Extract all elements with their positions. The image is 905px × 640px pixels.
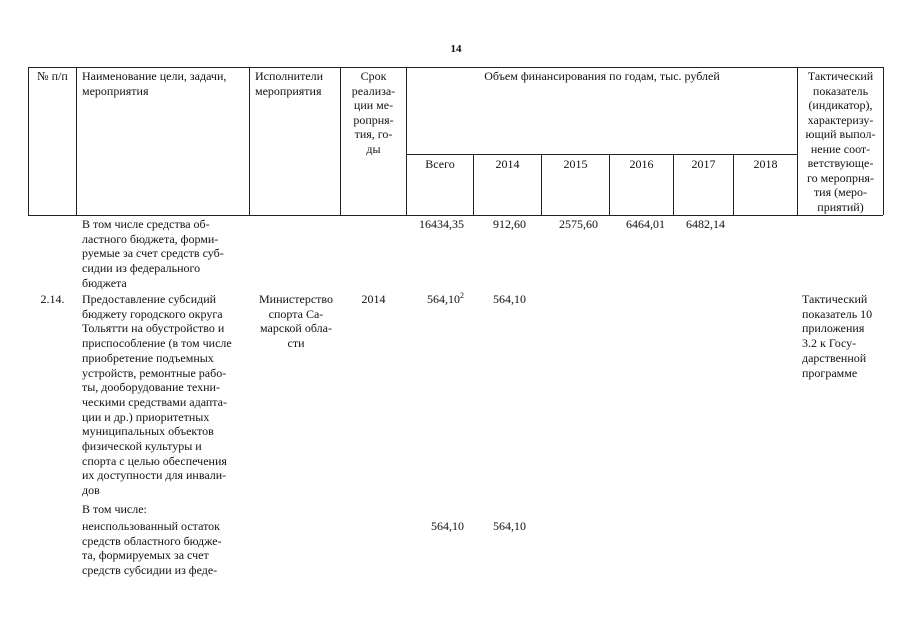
- row-num: 2.14.: [40, 292, 65, 306]
- row-2014: 564,10: [493, 519, 526, 533]
- row-name: Предоставление субсидий бюджету городского округа Тольятти на обустройство и приспособление (в том числе приобретение подъемных устройств, ремонтные рабо- ты, дооборудование техни- ческими средствами адапта- ции и др.) приоритетных муниципальных объектов физической культуры и спорта с целью обеспечения их доступности для инвали- дов: [82, 292, 232, 498]
- row-total-value: 564,10: [427, 292, 460, 306]
- header-2015: 2015: [563, 157, 588, 171]
- footnote-marker: 2: [460, 291, 464, 300]
- header-term: Срок реализа- ции ме- ропрня- тия, го- ды: [351, 69, 396, 156]
- row-2014: 912,60: [493, 217, 526, 231]
- row-total: 16434,35: [419, 217, 464, 231]
- header-2018: 2018: [753, 157, 778, 171]
- header-top-border: [28, 67, 883, 68]
- header-col-line-1: [76, 67, 77, 215]
- header-num: № п/п: [37, 69, 68, 83]
- header-col-line-2: [249, 67, 250, 215]
- header-col-line-0: [28, 67, 29, 215]
- row-name: неиспользованный остаток средств областного бюдже- та, формируемых за счет средств субсидии из феде-: [82, 519, 222, 578]
- row-executor: Министерство спорта Са- марской обла- сти: [259, 292, 333, 351]
- row-total: 564,10: [431, 519, 464, 533]
- row-name: В том числе:: [82, 502, 147, 516]
- row-2015: 2575,60: [559, 217, 598, 231]
- header-funding: Объем финансирования по годам, тыс. рублей: [484, 69, 720, 83]
- header-total: Всего: [425, 157, 455, 171]
- row-2017: 6482,14: [686, 217, 725, 231]
- header-bottom-border: [28, 215, 883, 216]
- header-2017: 2017: [691, 157, 716, 171]
- header-executor: Исполнители мероприятия: [255, 69, 324, 98]
- header-indicator: Тактический показатель (индикатор), характеризу- ющий выпол- нение соот- ветствующе- го меропрня- тия (меро- приятий): [805, 69, 876, 214]
- page-number: 14: [450, 43, 462, 55]
- row-2014: 564,10: [493, 292, 526, 306]
- row-name: В том числе средства об- ластного бюджета, форми- руемые за счет средств суб- сидии из федерального бюджета: [82, 217, 224, 290]
- header-years-divider: [406, 154, 797, 155]
- header-col-line-11: [883, 67, 884, 215]
- row-total: [407, 292, 464, 307]
- header-name: Наименование цели, задачи, мероприятия: [82, 69, 227, 98]
- header-2016: 2016: [629, 157, 654, 171]
- header-col-line-4: [406, 67, 407, 215]
- row-term: 2014: [361, 292, 386, 306]
- row-indicator: Тактический показатель 10 приложения 3.2 к Госу- дарственной программе: [802, 292, 873, 380]
- row-2016: 6464,01: [626, 217, 665, 231]
- header-2014: 2014: [495, 157, 520, 171]
